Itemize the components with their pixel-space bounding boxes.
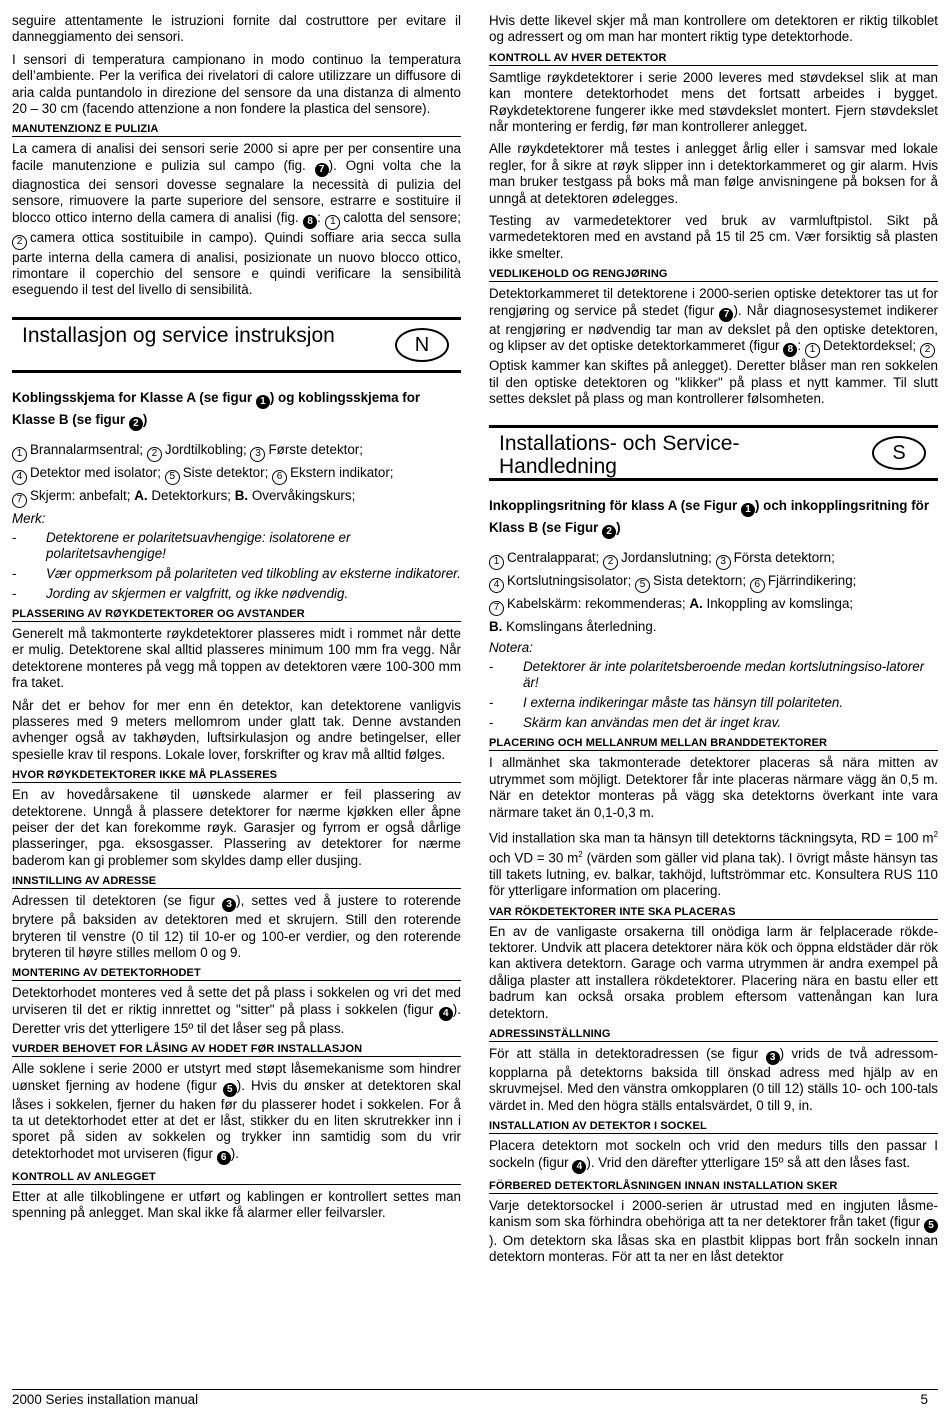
circled-number-icon: 2 <box>920 343 935 358</box>
right-column <box>489 13 938 1272</box>
figure-ref-icon: 3 <box>222 898 236 912</box>
language-badge: N <box>395 328 449 362</box>
paragraph: Generelt må takmonterte røykdetektorer plasseres midt i rommet når dette er mulig. Detektorene skal alltid plasseres minimum 100 mm fra vegg. Når detektorene monteres på vegg må toppen av detektoren være 100-300 mm fra taket. <box>12 625 461 691</box>
paragraph: Samtlige røykdetektorer i serie 2000 leveres med støvdeksel slik at man kan montere detektorhodet mens det fortsatt arbeides i bygget. Røykdetektorene fungerer ikke med støvdekslet montert. Fjern støvdekslet når montering er ferdig, før man kontrollerer anlegget. <box>489 69 938 135</box>
language-badge: S <box>872 436 926 470</box>
heading-ikke-plasseres: HVOR RØYKDETEKTORER IKKE MÅ PLASSERES <box>12 769 461 783</box>
section-title: Installations- och Service-Handledning <box>499 432 740 479</box>
paragraph: I allmänhet ska takmonterade detektorer placeras så nära mitten av utrymmet som möjligt. Detektorer får inte placeras närmare vägg än 0,5 m. När en detektor monteras på vägg ska detektorns överkant inte vara närmare taket än 0,1-0,3 m. <box>489 755 938 820</box>
circled-number-icon: 2 <box>147 447 162 462</box>
heading-vedlikehold: VEDLIKEHOLD OG RENGJØRING <box>489 268 938 282</box>
circled-number-icon: 3 <box>716 555 731 570</box>
heading-kontroll-detektor: KONTROLL AV HVER DETEKTOR <box>489 52 938 66</box>
figure-ref-icon: 1 <box>256 395 270 409</box>
paragraph: En av de vanligaste orsakerna till onödiga larm är felplacerade rökde-tektorer. Undvik att placera detektorer nära kök och öppna eldstäder där rök kan aktivera detektorn. Garage och varma utrymmen är andra exempel på dåliga plaster att installera rökdetektorer. Placering nära en bastu eller ett badrum kan också orsaka problem eftersom vattenångan kan lura detektorn. <box>489 923 938 1021</box>
figure-ref-icon: 7 <box>315 163 329 177</box>
heading-placering: PLACERING OCH MELLANRUM MELLAN BRANDDETEKTORER <box>489 737 938 751</box>
heading-lasing: VURDER BEHOVET FOR LÅSING AV HODET FØR INSTALLASJON <box>12 1043 461 1057</box>
paragraph: Alle røykdetektorer må testes i anlegget årlig eller i samsvar med lokale regler, for å sikre at røyk slipper inn i detektorkammeret og gir alarm. Hvis man bruker testgass på boks må man følge anvisningene på boksen for å unngå at detektoren ødelegges. <box>489 141 938 206</box>
figure-ref-icon: 2 <box>129 417 143 431</box>
list-item: - Jording av skjermen er valgfritt, og ikke nødvendig. <box>12 586 461 602</box>
wiring-legend: 1 Brannalarmsentral; 2 Jordtilkobling; 3 Første detektor; 4 Detektor med isolator; 5 Siste detektor; 6 Ekstern indikator; 7 Skjerm: anbefalt; A. Detektorkurs; B. Overvåkingskurs; <box>12 439 461 508</box>
left-column <box>12 13 461 1228</box>
notes-list <box>12 530 461 602</box>
figure-ref-icon: 7 <box>719 308 733 322</box>
paragraph: För att ställa in detektoradressen (se figur 3 ) vrids de två adressom-kopplarna på detektorns baksida till önskad adress med hjälp av en skruvmejsel. Med den vänstra omkopplaren (0 till 12) ställs 10- och 100-tals värdet in. Med den högra ställs entalsvärdet, 0 till 9, in. <box>489 1045 938 1113</box>
list-item: - Skärm kan användas men det är inget krav. <box>489 715 938 731</box>
circled-number-icon: 1 <box>805 343 820 358</box>
circled-number-icon: 2 <box>12 235 27 250</box>
heading-adress: ADRESSINSTÄLLNING <box>489 1028 938 1042</box>
figure-ref-icon: 1 <box>741 503 755 517</box>
heading-plassering: PLASSERING AV RØYKDETEKTORER OG AVSTANDER <box>12 608 461 622</box>
paragraph: Alle soklene i serie 2000 er utstyrt med støpt låsemekanisme som hindrer uønsket fjerning av hodene (figur 5 ). Hvis du ønsker at detektoren skal låses i sokkelen, fjerner du haken før du plasserer hodet i sokkelen. For å ta ut detektorhodet etter at det er låst, stikker du en liten skrutrekker inn i sporet på siden av sokkelen og trykker inn samtidig som du vrir detektorhodet mot urviseren (figur 6 ). <box>12 1061 461 1163</box>
figure-ref-icon: 8 <box>783 343 797 357</box>
paragraph: Varje detektorsockel i 2000-serien är utrustad med en ingjuten låsme-kanism som ska förhindra obehöriga att ta ner detektorer från taket (figur 5). Om detektorn ska låsas ska en plastbit klippas bort från sockeln innan detektorn monteras. För att ta ner en låst detektor <box>489 1197 938 1265</box>
intro-text: seguire attentamente le istruzioni fornite dal costruttore per evitare il danneggiamento dei sensori. <box>12 13 461 45</box>
paragraph: Når det er behov for mer enn én detektor, kan detektorene vanligvis plasseres med 9 meters mellomrom under glatt tak. Denne avstanden avhenger også av takhøyden, luftsirkulasjon og andre betingelser, eller spesielle krav til respons. Lokale lover, forskrifter og krav må alltid følges. <box>12 697 461 762</box>
paragraph: Testing av varmedetektorer ved bruk av varmluftpistol. Sikt på varmedetektoren med en avstand på 15 til 25 cm. Vær forsiktig så plasten ikke smelter. <box>489 213 938 261</box>
figure-ref-icon: 8 <box>303 215 317 229</box>
section-header-norwegian <box>12 317 461 373</box>
wiring-legend: 1 Centralapparat; 2 Jordanslutning; 3 Första detektorn; 4 Kortslutningsisolator; 5 Sista detektorn; 6 Fjärrindikering; 7 Kabelskärm: rekommenderas; A. Inkoppling av komslinga; B. Komslingans återledning. <box>489 550 857 635</box>
list-item: - Vær oppmerksom på polariteten ved tilkobling av eksterne indikatorer. <box>12 566 461 582</box>
paragraph: Detektorhodet monteres ved å sette det på plass i sokkelen og vri det med urviseren til det er riktig innrettet og "sitter" på plass i sokkelen (figur 4 ). Deretter vris det ytterligere 15º til det låser seg på plass. <box>12 985 461 1036</box>
paragraph-manutenzione: La camera di analisi dei sensori serie 2000 si apre per per consentire una facile manutenzione e pulizia sul campo (fig. 7 ). Ogni volta che la diagnostica dei sensori dovesse segnalare la necessità di pulizia del sensore, rimuovere la parte superiore del sensore, estrarre e sostituire il blocco ottico interno della camera di analisi (fig. 8 : 1 calotta del sensore; 2 camera ottica sostituibile in campo). Quindi soffiare aria secca sulla parte interna della camera di analisi, posizionate un nuovo blocco ottico, rimontare il coperchio del sensore e quindi verificare la sensibilità eseguendo il test del livello di sensibilità. <box>12 141 461 298</box>
page-footer <box>12 1389 938 1407</box>
figure-ref-icon: 4 <box>572 1160 586 1174</box>
circled-number-icon: 7 <box>12 493 27 508</box>
page-number: 5 <box>920 1392 928 1407</box>
note-label: Merk: <box>12 510 46 526</box>
circled-number-icon: 2 <box>603 555 618 570</box>
circled-number-icon: 4 <box>489 578 504 593</box>
figure-ref-icon: 5 <box>223 1083 237 1097</box>
list-item: - Detektorene er polaritetsuavhengige: isolatorene er polaritetsavhengige! <box>12 530 461 562</box>
list-item: - Detektorer är inte polaritetsberoende medan kortslutningsiso-latorer är! <box>489 659 938 691</box>
wiring-heading: Koblingsskjema for Klasse A (se figur 1 ) og koblingsskjema for Klasse B (se figur 2 ) <box>12 389 421 429</box>
paragraph: Etter at alle tilkoblingene er utført og kablingen er kontrollert settes man spenning på anlegget. Man skal ikke få alarmer eller feilvarsler. <box>12 1188 461 1221</box>
figure-ref-icon: 2 <box>602 525 616 539</box>
circled-number-icon: 1 <box>325 215 340 230</box>
heading-installation-sockel: INSTALLATION AV DETEKTOR I SOCKEL <box>489 1120 938 1134</box>
paragraph: Detektorkammeret til detektorene i 2000-serien optiske detektorer tas ut for rengjøring og service på stedet (figur 7 ). Når diagnosesystemet indikerer at rengjøring er nødvendig tar man av dekslet på den optiske detektoren, og klipser av det optiske detektorkammeret (figur 8 : 1 Detektordeksel; 2Optisk kammer kan skiftes på anlegget). Deretter blåser man ren sokkelen til den optiske detektoren og "klikker" på plass et nytt kammer. Til slutt settes dekslet på plass og man kontrollerer følsomheten. <box>489 286 938 406</box>
figure-ref-icon: 5 <box>924 1219 938 1233</box>
figure-ref-icon: 6 <box>217 1151 231 1165</box>
figure-ref-icon: 3 <box>766 1051 780 1065</box>
circled-number-icon: 7 <box>489 601 504 616</box>
wiring-heading: Inkopplingsritning för klass A (se Figur 1 ) och inkopplingsritning för Klass B (se Figur 2 ) <box>489 498 930 538</box>
figure-ref-icon: 4 <box>439 1007 453 1021</box>
heading-adresse: INNSTILLING AV ADRESSE <box>12 875 461 889</box>
paragraph: Adressen til detektoren (se figur 3 ), settes ved å justere to roterende brytere på baksiden av detektoren med et skrujern. Still den roterende bryteren til venstre (0 til 12) til 10-er og 100-er verdier, og den roterende bryteren til høyre stilles mellom 0 og 9. <box>12 893 461 960</box>
circled-number-icon: 5 <box>165 470 180 485</box>
heading-montering: MONTERING AV DETEKTORHODET <box>12 967 461 981</box>
paragraph: Hvis dette likevel skjer må man kontrollere om detektoren er riktig tilkoblet og adressert og om man har montert riktig type detektorhode. <box>489 13 938 45</box>
notes-list <box>489 659 938 731</box>
manual-title: 2000 Series installation manual <box>12 1392 199 1407</box>
note-label: Notera: <box>489 640 533 656</box>
paragraph: Vid installation ska man ta hänsyn till detektorns täckningsyta, RD = 100 $m^2$ och VD = 30 $m^2$ (värden som gäller vid plana tak). I övrigt måste hänsyn tas till takets lutning, ev. balkar, takhöjd, luftströmmar etc. Konsultera RUS 110 för ytterligare information om placering. <box>489 829 938 899</box>
intro-text: I sensori di temperatura campionano in modo continuo la temperatura dell’ambiente. Per la verifica dei rivelatori di calore utilizzare un diffusore di aria calda puntandolo in direzione del sensore da una distanza di almento 20 – 30 cm (facendo attenzione a non fondere la plastica del sensore). <box>12 51 461 117</box>
circled-number-icon: 1 <box>12 447 27 462</box>
paragraph: Placera detektorn mot sockeln och vrid den medurs tills den passar I sockeln (figur 4 ). Vrid den därefter ytterligare 15º så att den låses fast. <box>489 1138 938 1172</box>
circled-number-icon: 6 <box>750 578 765 593</box>
section-header-swedish <box>489 425 938 481</box>
circled-number-icon: 4 <box>12 470 27 485</box>
circled-number-icon: 6 <box>272 470 287 485</box>
heading-var-ej: VAR RÖKDETEKTORER INTE SKA PLACERAS <box>489 906 938 920</box>
heading-forbered: FÖRBERED DETEKTORLÅSNINGEN INNAN INSTALLATION SKER <box>489 1180 938 1194</box>
paragraph: En av hovedårsakene til uønskede alarmer er feil plassering av detektorene. Unngå å plassere detektorer for nærme kjøkken eller åpne peiser der det kan forekomme røyk. Garasjer og fyrrom er også dårlige plasseringer, pga. eksosgasser. Plassering av detektorer for nærme baderom kan gi problemer som skyldes damp eller dusjing. <box>12 787 461 868</box>
list-item: - I externa indikeringar måste tas hänsyn till polariteten. <box>489 695 938 711</box>
heading-manutenzione: MANUTENZIONZ E PULIZIA <box>12 123 461 137</box>
circled-number-icon: 1 <box>489 555 504 570</box>
circled-number-icon: 5 <box>635 578 650 593</box>
section-title: Installasjon og service instruksjon <box>22 323 335 347</box>
circled-number-icon: 3 <box>250 447 265 462</box>
heading-kontroll-anlegget: KONTROLL AV ANLEGGET <box>12 1171 461 1185</box>
